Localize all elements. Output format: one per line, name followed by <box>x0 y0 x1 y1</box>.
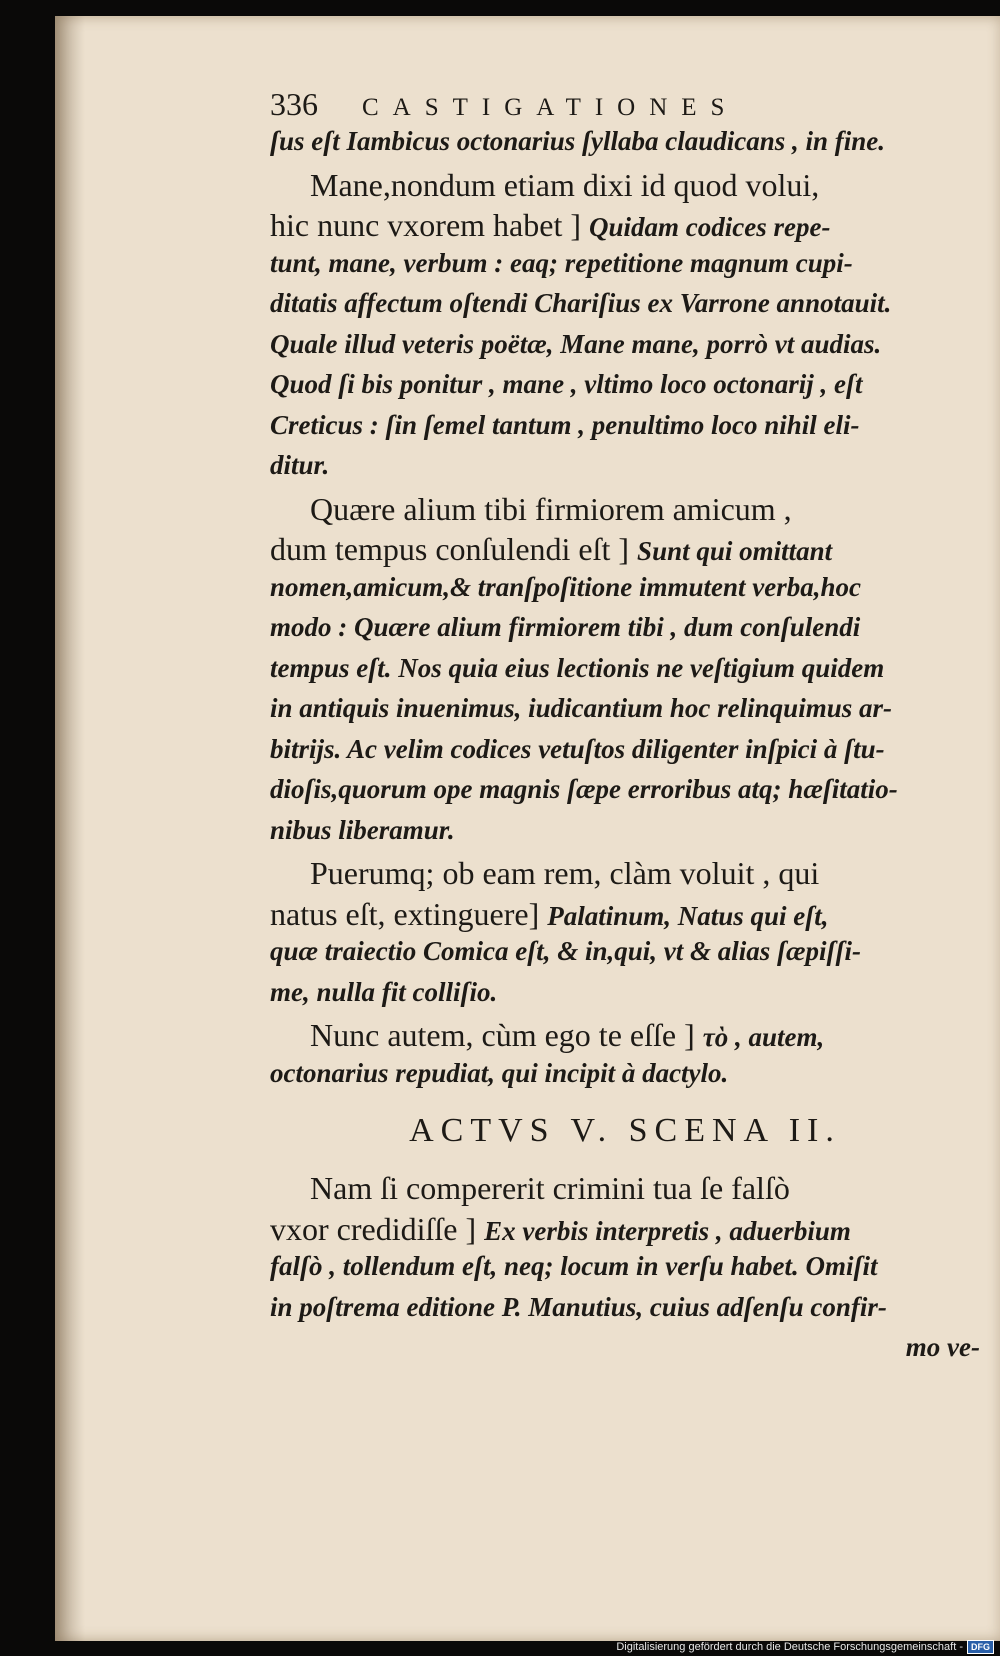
text-line <box>270 369 980 410</box>
text-line <box>270 126 980 167</box>
commentary-text: Palatinum, Natus qui eſt, <box>547 900 829 931</box>
commentary-text: modo : Quære alium firmiorem tibi , dum conſulendi <box>270 612 861 642</box>
text-line <box>270 855 980 896</box>
text-line <box>270 167 980 208</box>
text-line <box>270 977 980 1018</box>
commentary-text: me, nulla fit colliſio. <box>270 976 498 1007</box>
text-line <box>270 1058 980 1099</box>
body-text-part-2 <box>270 1170 980 1332</box>
lemma-text: Mane,nondum etiam dixi id quod volui, <box>310 166 820 203</box>
text-line <box>270 491 980 532</box>
commentary-text: Quale illud veteris poëtæ, Mane mane, porrò vt audias. <box>270 328 882 359</box>
commentary-text: tunt, mane, verbum : eaq; repetitione magnum cupi- <box>270 247 853 278</box>
text-line <box>270 653 980 694</box>
text-line <box>270 207 980 248</box>
commentary-text: in antiquis inuenimus, iudicantium hoc relinquimus ar- <box>270 693 892 723</box>
lemma-text: Nunc autem, cùm ego te eſſe ] <box>310 1017 703 1053</box>
text-line <box>270 531 980 572</box>
text-line <box>270 612 980 653</box>
commentary-text: Ex verbis interpretis , aduerbium <box>484 1215 851 1246</box>
commentary-text: Sunt qui omittant <box>637 536 833 566</box>
commentary-text: ditur. <box>270 450 330 480</box>
text-line <box>270 896 980 937</box>
text-line <box>270 1170 980 1211</box>
text-line <box>270 774 980 815</box>
commentary-text: tempus eſt. Nos quia eius lectionis ne veſtigium quidem <box>270 652 885 683</box>
commentary-text: Quod ſi bis ponitur , mane , vltimo loco octonarij , eſt <box>270 369 863 399</box>
text-line <box>270 734 980 775</box>
text-line <box>270 815 980 856</box>
page-header <box>270 86 980 126</box>
lemma-text: dum tempus conſulendi eſt ] <box>270 531 638 567</box>
commentary-text: ſus eſt Iambicus octonarius ſyllaba claudicans , in fine. <box>270 126 886 156</box>
page-number: 336 <box>270 86 318 122</box>
text-line <box>270 1292 980 1333</box>
text-line <box>270 410 980 451</box>
lemma-text: Nam ſi compererit crimini tua ſe falſò <box>310 1170 790 1206</box>
footer-text: Digitalisierung gefördert durch die Deutsche Forschungsgemeinschaft - <box>616 1641 963 1653</box>
page-gutter-shadow <box>55 16 85 1641</box>
catchword: mo ve- <box>905 1332 980 1362</box>
text-line <box>270 288 980 329</box>
lemma-text: vxor credidiſſe ] <box>270 1210 485 1247</box>
text-line <box>270 248 980 289</box>
text-line <box>270 1251 980 1292</box>
lemma-text: hic nunc vxorem habet ] <box>270 207 589 243</box>
digitization-footer <box>616 1640 994 1654</box>
text-line <box>270 693 980 734</box>
commentary-text: dioſis,quorum ope magnis ſæpe erroribus atq; hæſitatio- <box>270 774 898 804</box>
commentary-text: τὸ , autem, <box>702 1022 825 1052</box>
dfg-logo-icon: DFG <box>967 1640 994 1654</box>
text-line <box>270 1017 980 1058</box>
commentary-text: falſò , tollendum eſt, neq; locum in verſu habet. Omiſit <box>270 1251 878 1281</box>
commentary-text: nomen,amicum,& tranſpoſitione immutent verba,hoc <box>270 571 862 602</box>
text-line <box>270 450 980 491</box>
commentary-text: Creticus : ſin ſemel tantum , penultimo loco nihil eli- <box>270 409 860 440</box>
commentary-text: ditatis affectum oſtendi Chariſius ex Varrone annotauit. <box>270 288 892 318</box>
book-page <box>55 16 1000 1641</box>
running-head: CASTIGATIONES <box>362 94 739 121</box>
lemma-text: Quære alium tibi firmiorem amicum , <box>310 490 792 527</box>
lemma-text: natus eſt, extinguere] <box>270 895 548 932</box>
act-scene-heading: ACTVS V. SCENA II. <box>409 1112 841 1149</box>
text-line <box>270 936 980 977</box>
commentary-text: octonarius repudiat, qui incipit à dactylo. <box>270 1057 729 1088</box>
commentary-text: quæ traiectio Comica eſt, & in,qui, vt & alias ſæpiſſi- <box>270 936 861 966</box>
commentary-text: in poſtrema editione P. Manutius, cuius adſenſu confir- <box>270 1291 887 1322</box>
text-line <box>270 329 980 370</box>
text-line <box>270 572 980 613</box>
commentary-text: nibus liberamur. <box>270 814 455 845</box>
text-block <box>270 86 980 1373</box>
commentary-text: bitrijs. Ac velim codices vetuſtos diligenter inſpici à ſtu- <box>270 733 885 764</box>
body-text-part-1 <box>270 126 980 1098</box>
text-line <box>270 1211 980 1252</box>
lemma-text: Puerumq; ob eam rem, clàm voluit , qui <box>310 855 820 891</box>
commentary-text: Quidam codices repe- <box>589 212 831 242</box>
